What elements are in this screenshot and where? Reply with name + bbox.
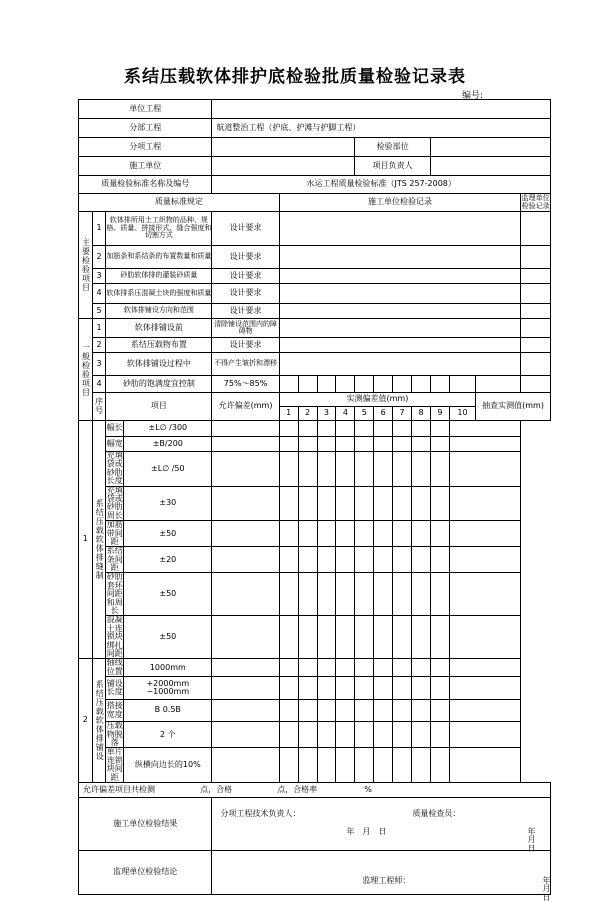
serial-number-label: 编号:: [462, 91, 484, 101]
measured-value-cell[interactable]: [336, 521, 355, 547]
measured-value-cell[interactable]: [412, 700, 431, 722]
general-item-no: 4: [92, 376, 106, 393]
measured-value-cell[interactable]: [212, 616, 279, 659]
measured-value-cell[interactable]: [393, 700, 412, 722]
measured-value-cell[interactable]: [212, 700, 279, 722]
measured-value-cell[interactable]: [355, 573, 374, 616]
measured-value-cell[interactable]: [374, 547, 393, 573]
measure-col-8: 8: [412, 407, 431, 421]
measured-value-cell[interactable]: [412, 722, 431, 748]
main-item-requirement: 设计要求: [212, 246, 279, 269]
main-item-name: 软体排铺设方向和范围: [106, 304, 212, 319]
measured-value-cell[interactable]: [336, 616, 355, 659]
grid-cell[interactable]: [317, 376, 336, 393]
measure-col-10: 10: [449, 407, 475, 421]
measured-value-cell[interactable]: [279, 677, 298, 700]
measured-value-cell[interactable]: [374, 573, 393, 616]
main-item-name: 砂肋软体排的灌装砂质量: [106, 269, 212, 284]
measured-value-cell[interactable]: [393, 547, 412, 573]
measured-value-cell[interactable]: [279, 659, 298, 677]
measured-value-cell[interactable]: [212, 452, 279, 487]
measured-value-cell[interactable]: [298, 521, 317, 547]
measure-col-4: 4: [336, 407, 355, 421]
grid-cell[interactable]: [355, 376, 374, 393]
project-leader-value[interactable]: [430, 157, 550, 176]
sample-value-cell[interactable]: [449, 452, 520, 487]
inspection-part-label: 检验部位: [355, 138, 431, 157]
measured-value-cell[interactable]: [430, 521, 449, 547]
measured-value-cell[interactable]: [279, 616, 298, 659]
supervision-record-header: 监理单位检验记录: [521, 194, 550, 210]
main-item-requirement: 设计要求: [212, 304, 279, 319]
measure-col-1: 1: [279, 407, 298, 421]
measured-value-cell[interactable]: [298, 437, 317, 452]
sample-value-cell[interactable]: [449, 521, 520, 547]
measure-tolerance: B 0.5B: [124, 700, 212, 722]
measured-value-cell[interactable]: [336, 659, 355, 677]
measured-value-cell[interactable]: [374, 452, 393, 487]
measured-value-cell[interactable]: [374, 677, 393, 700]
measure-item-name: 幅长: [106, 421, 124, 437]
measured-value-cell[interactable]: [317, 616, 336, 659]
measure-item-name: 混凝土连锁块绑扎间距: [106, 615, 123, 658]
measured-value-cell[interactable]: [374, 421, 393, 437]
measured-value-cell[interactable]: [374, 700, 393, 722]
main-item-supervision[interactable]: [521, 269, 551, 284]
measured-value-cell[interactable]: [212, 547, 279, 573]
measured-value-cell[interactable]: [430, 573, 449, 616]
measured-value-cell[interactable]: [374, 722, 393, 748]
measure-item-name: 铺设长度: [106, 677, 124, 700]
measured-value-cell[interactable]: [298, 616, 317, 659]
main-item-supervision[interactable]: [521, 304, 551, 319]
summary-row: [79, 782, 551, 797]
measured-value-cell[interactable]: [279, 421, 298, 437]
measure-item-name: 充填袋或砂肋长度: [106, 451, 123, 486]
general-item-no: 1: [92, 319, 106, 338]
general-item-no: 2: [92, 338, 106, 353]
measured-value-cell[interactable]: [393, 573, 412, 616]
general-item-supervision[interactable]: [521, 338, 551, 353]
sample-value-cell[interactable]: [449, 547, 520, 573]
measured-value-cell[interactable]: [336, 486, 355, 521]
measured-value-cell[interactable]: [430, 616, 449, 659]
measured-value-cell[interactable]: [317, 573, 336, 616]
measured-value-cell[interactable]: [279, 748, 298, 783]
measure-col-5: 5: [355, 407, 374, 421]
sample-value-cell[interactable]: [449, 700, 520, 722]
main-item-no: 3: [92, 269, 106, 284]
general-item-record[interactable]: [279, 353, 521, 376]
measured-value-cell[interactable]: [317, 452, 336, 487]
measured-value-cell[interactable]: [279, 700, 298, 722]
measured-value-cell[interactable]: [355, 677, 374, 700]
measured-value-cell[interactable]: [393, 659, 412, 677]
main-item-no: 5: [92, 304, 106, 319]
measure-col-6: 6: [374, 407, 393, 421]
measured-value-cell[interactable]: [298, 547, 317, 573]
measure-col-7: 7: [393, 407, 412, 421]
measure-tolerance: ±50: [124, 521, 212, 547]
group2-label: 系结压载软体排铺设: [92, 659, 106, 783]
measure-item-name: 轴线位置: [106, 658, 123, 676]
grid-cell[interactable]: [298, 376, 317, 393]
measured-value-cell[interactable]: [298, 452, 317, 487]
main-item-record[interactable]: [279, 304, 521, 319]
measure-tolerance: 纵横向边长的10%: [124, 748, 212, 783]
general-item-requirement: 设计要求: [212, 338, 279, 353]
main-item-requirement: 设计要求: [212, 284, 279, 304]
general-item-record[interactable]: [279, 338, 521, 353]
general-item-name: 软体排铺设前: [106, 319, 212, 338]
measured-value-cell[interactable]: [430, 659, 449, 677]
general-item-name: 软体排铺设过程中: [106, 353, 212, 376]
measured-value-cell[interactable]: [355, 452, 374, 487]
main-item-supervision[interactable]: [521, 246, 551, 269]
measured-value-cell[interactable]: [212, 659, 279, 677]
standard-name-value: 水运工程质量检验标准（JTS 257-2008）: [212, 176, 551, 194]
measure-col-3: 3: [317, 407, 336, 421]
page-title: 系结压载软体排护底检验批质量检验记录表: [124, 67, 466, 87]
construction-date-right: 年 月 日: [527, 826, 544, 853]
summary-points: 点，合格: [200, 784, 233, 794]
general-item-requirement: 清除铺设范围内的障碍物: [212, 319, 279, 338]
measured-value-cell[interactable]: [298, 748, 317, 783]
unit-project-label: 单位工程: [79, 100, 212, 119]
group1-no: 1: [79, 421, 93, 659]
main-item-name: 加筋条和系结条的布置数量和质量: [106, 246, 212, 269]
main-item-name: 软体排系压混凝土块的强度和质量: [106, 284, 212, 304]
measured-value-cell[interactable]: [355, 616, 374, 659]
grid-cell[interactable]: [476, 376, 521, 393]
division-project-label: 分部工程: [79, 119, 212, 138]
grid-cell[interactable]: [279, 376, 298, 393]
measured-value-cell[interactable]: [212, 677, 279, 700]
inspection-record-table: [78, 99, 559, 902]
main-item-no: 4: [92, 284, 106, 304]
supervision-date: 年 月 日: [542, 875, 559, 902]
measured-value-cell[interactable]: [317, 486, 336, 521]
sample-value-cell[interactable]: [449, 722, 520, 748]
measured-value-cell[interactable]: [212, 722, 279, 748]
grid-cell[interactable]: [412, 376, 431, 393]
measured-value-cell[interactable]: [336, 700, 355, 722]
main-item-supervision[interactable]: [521, 284, 551, 304]
sample-value-header: 抽查实测值(mm): [476, 393, 551, 421]
measured-value-cell[interactable]: [355, 521, 374, 547]
measured-value-cell[interactable]: [298, 573, 317, 616]
main-item-no: 1: [92, 212, 106, 246]
construction-unit-value[interactable]: [212, 157, 355, 176]
tech-leader-label: 分项工程技术负责人：: [220, 808, 301, 818]
project-leader-label: 项目负责人: [355, 157, 431, 176]
measured-value-cell[interactable]: [374, 521, 393, 547]
measured-value-cell[interactable]: [355, 722, 374, 748]
general-item-record[interactable]: [279, 319, 521, 338]
summary-percent: %: [364, 784, 372, 794]
construction-date-left: 年 月 日: [346, 826, 387, 836]
measured-value-cell[interactable]: [336, 677, 355, 700]
measured-value-cell[interactable]: [279, 573, 298, 616]
measured-value-cell[interactable]: [430, 421, 449, 437]
main-item-no: 2: [92, 246, 106, 269]
measured-value-cell[interactable]: [298, 700, 317, 722]
measured-value-cell[interactable]: [430, 677, 449, 700]
measured-value-cell[interactable]: [336, 437, 355, 452]
measured-value-cell[interactable]: [336, 573, 355, 616]
grid-cell[interactable]: [393, 376, 412, 393]
measure-tolerance: ±30: [124, 486, 212, 521]
measured-value-cell[interactable]: [393, 486, 412, 521]
supervision-conclusion-label: 监理单位检验结论: [79, 850, 212, 894]
group1-label: 系结压载软体排缝制: [92, 421, 106, 659]
inspection-part-value[interactable]: [430, 138, 550, 157]
construction-record-header: 施工单位检验记录: [279, 194, 521, 212]
group2-no: 2: [79, 659, 93, 783]
main-item-record[interactable]: [279, 212, 521, 246]
grid-cell[interactable]: [430, 376, 449, 393]
sample-value-cell[interactable]: [449, 421, 520, 437]
measured-value-cell[interactable]: [298, 486, 317, 521]
grid-cell[interactable]: [374, 376, 393, 393]
measure-item-name: 单片连锁块间距: [106, 747, 123, 782]
measured-value-cell[interactable]: [355, 748, 374, 783]
measure-item-name: 充填袋或砂肋周长: [106, 485, 123, 520]
measured-value-cell[interactable]: [393, 616, 412, 659]
measured-value-cell[interactable]: [317, 659, 336, 677]
measured-value-cell[interactable]: [412, 421, 431, 437]
measured-value-cell[interactable]: [430, 700, 449, 722]
measure-tolerance: ±20: [124, 547, 212, 573]
measured-value-cell[interactable]: [212, 521, 279, 547]
measure-tolerance: +2000mm −1000mm: [124, 677, 212, 700]
measured-value-cell[interactable]: [374, 659, 393, 677]
measured-value-cell[interactable]: [374, 616, 393, 659]
measured-value-cell[interactable]: [298, 659, 317, 677]
general-item-supervision[interactable]: [521, 319, 551, 338]
measured-value-cell[interactable]: [374, 437, 393, 452]
measured-value-cell[interactable]: [355, 421, 374, 437]
measured-value-cell[interactable]: [279, 722, 298, 748]
measured-value-cell[interactable]: [336, 452, 355, 487]
measured-value-cell[interactable]: [212, 486, 279, 521]
main-item-name: 软体排所用土工织物的品种、规格、质量、拼接形式、缝合强度和切割方式: [106, 212, 212, 246]
measured-value-cell[interactable]: [212, 573, 279, 616]
measured-value-cell[interactable]: [393, 437, 412, 452]
main-item-record[interactable]: [279, 269, 521, 284]
measured-value-cell[interactable]: [412, 486, 431, 521]
measured-value-cell[interactable]: [336, 421, 355, 437]
sample-value-cell[interactable]: [449, 748, 520, 783]
measure-tolerance: ±L∅ /300: [124, 421, 212, 437]
main-item-supervision[interactable]: [521, 212, 551, 246]
grid-cell[interactable]: [336, 376, 355, 393]
standard-name-label: 质量检验标准名称及编号: [79, 176, 212, 194]
measured-value-cell[interactable]: [412, 573, 431, 616]
measured-value-cell[interactable]: [336, 547, 355, 573]
measured-value-cell[interactable]: [355, 486, 374, 521]
general-item-supervision[interactable]: [521, 376, 551, 393]
measure-item-name: 系结条间距: [106, 546, 123, 573]
measured-value-cell[interactable]: [317, 437, 336, 452]
measured-value-cell[interactable]: [412, 521, 431, 547]
measured-value-cell[interactable]: [279, 521, 298, 547]
grid-cell[interactable]: [449, 376, 475, 393]
measured-value-cell[interactable]: [412, 677, 431, 700]
general-item-no: 3: [92, 353, 106, 376]
construction-unit-label: 施工单位: [79, 157, 212, 176]
measured-value-cell[interactable]: [298, 677, 317, 700]
measured-value-cell[interactable]: [355, 437, 374, 452]
summary-rate: 点，合格率: [277, 784, 318, 794]
main-item-record[interactable]: [279, 284, 521, 304]
measured-value-cell[interactable]: [412, 616, 431, 659]
measured-value-cell[interactable]: [317, 748, 336, 783]
sample-value-cell[interactable]: [449, 486, 520, 521]
measured-value-cell[interactable]: [412, 659, 431, 677]
measured-value-cell[interactable]: [317, 677, 336, 700]
measured-value-cell[interactable]: [212, 748, 279, 783]
measure-col-9: 9: [430, 407, 449, 421]
measured-value-cell[interactable]: [279, 547, 298, 573]
measured-value-cell[interactable]: [279, 452, 298, 487]
summary-label: 允许偏差项目共检测: [83, 784, 155, 794]
general-item-name: 系结压载物布置: [106, 338, 212, 353]
measure-item-name: 幅宽: [106, 437, 124, 452]
general-item-requirement: 不得产生皱折和漂移: [212, 353, 279, 376]
measured-value-cell[interactable]: [355, 659, 374, 677]
measured-value-cell[interactable]: [393, 521, 412, 547]
measured-value-cell[interactable]: [317, 547, 336, 573]
measure-tolerance: ±50: [124, 616, 212, 659]
measured-value-cell[interactable]: [355, 700, 374, 722]
measured-value-cell[interactable]: [393, 421, 412, 437]
measured-value-cell[interactable]: [298, 722, 317, 748]
unit-project-value[interactable]: [212, 100, 551, 119]
standard-header: 质量标准规定: [79, 194, 280, 212]
measure-col-2: 2: [298, 407, 317, 421]
measure-tolerance-header: 允许偏差(mm): [212, 393, 279, 421]
measured-value-cell[interactable]: [393, 677, 412, 700]
measured-value-cell[interactable]: [393, 722, 412, 748]
measured-value-cell[interactable]: [212, 437, 279, 452]
main-items-label: 主要检验项目: [79, 212, 93, 319]
measured-value-cell[interactable]: [355, 547, 374, 573]
measure-tolerance: 2 个: [124, 722, 212, 748]
measure-tolerance: ±B/200: [124, 437, 212, 452]
measured-value-cell[interactable]: [393, 452, 412, 487]
measured-value-cell[interactable]: [279, 437, 298, 452]
inspector-label: 质量检查员：: [412, 808, 461, 818]
measured-value-cell[interactable]: [336, 722, 355, 748]
main-item-requirement: 设计要求: [212, 269, 279, 284]
measured-value-cell[interactable]: [336, 748, 355, 783]
construction-result-area[interactable]: [212, 797, 551, 853]
measured-value-cell[interactable]: [374, 748, 393, 783]
measured-value-cell[interactable]: [430, 437, 449, 452]
measured-deviation-header: 实测偏差值(mm): [279, 393, 475, 407]
sample-value-cell[interactable]: [449, 616, 520, 659]
supervision-engineer-label: 监理工程师：: [362, 875, 411, 885]
measured-value-cell[interactable]: [430, 452, 449, 487]
measured-value-cell[interactable]: [317, 722, 336, 748]
measured-value-cell[interactable]: [412, 748, 431, 783]
sample-value-cell[interactable]: [449, 573, 520, 616]
measured-value-cell[interactable]: [412, 547, 431, 573]
measured-value-cell[interactable]: [412, 452, 431, 487]
general-item-supervision[interactable]: [521, 353, 551, 376]
measured-value-cell[interactable]: [430, 748, 449, 783]
measure-tolerance: 1000mm: [124, 659, 212, 677]
measured-value-cell[interactable]: [430, 486, 449, 521]
construction-result-label: 施工单位检验结果: [79, 797, 212, 850]
measured-value-cell[interactable]: [317, 521, 336, 547]
measure-item-name: 搭接宽度: [106, 700, 124, 722]
measure-tolerance: ±L∅ /50: [124, 452, 212, 487]
measured-value-cell[interactable]: [317, 421, 336, 437]
measured-value-cell[interactable]: [212, 421, 279, 437]
measured-value-cell[interactable]: [412, 437, 431, 452]
measure-item-header: 项目: [106, 393, 212, 421]
measured-value-cell[interactable]: [374, 486, 393, 521]
division-project-value[interactable]: 航道整治工程（护底、护滩与护脚工程）: [212, 119, 551, 138]
sub-project-value[interactable]: [212, 138, 355, 157]
main-item-record[interactable]: [279, 246, 521, 269]
general-item-requirement: 75%～85%: [212, 376, 279, 393]
main-item-requirement: 设计要求: [212, 212, 279, 246]
general-item-name: 砂肋的饱满度宜控制: [106, 376, 212, 393]
general-items-label: 一般检验项目: [79, 319, 93, 421]
measure-item-name: 压载物脱落: [106, 721, 123, 747]
sample-value-cell[interactable]: [449, 677, 520, 700]
measured-value-cell[interactable]: [430, 722, 449, 748]
measure-no-header: 序号: [92, 393, 106, 421]
sub-project-label: 分项工程: [79, 138, 212, 157]
measured-value-cell[interactable]: [430, 547, 449, 573]
measured-value-cell[interactable]: [298, 421, 317, 437]
measured-value-cell[interactable]: [317, 700, 336, 722]
measure-item-name: 砂肋套环间距和周长: [106, 572, 123, 616]
sample-value-cell[interactable]: [449, 659, 520, 677]
measure-tolerance: ±50: [124, 573, 212, 616]
measured-value-cell[interactable]: [279, 486, 298, 521]
measure-item-name: 加筋带间距: [106, 520, 123, 546]
supervision-conclusion-area[interactable]: [212, 850, 559, 902]
sample-value-cell[interactable]: [449, 437, 520, 452]
measured-value-cell[interactable]: [393, 748, 412, 783]
